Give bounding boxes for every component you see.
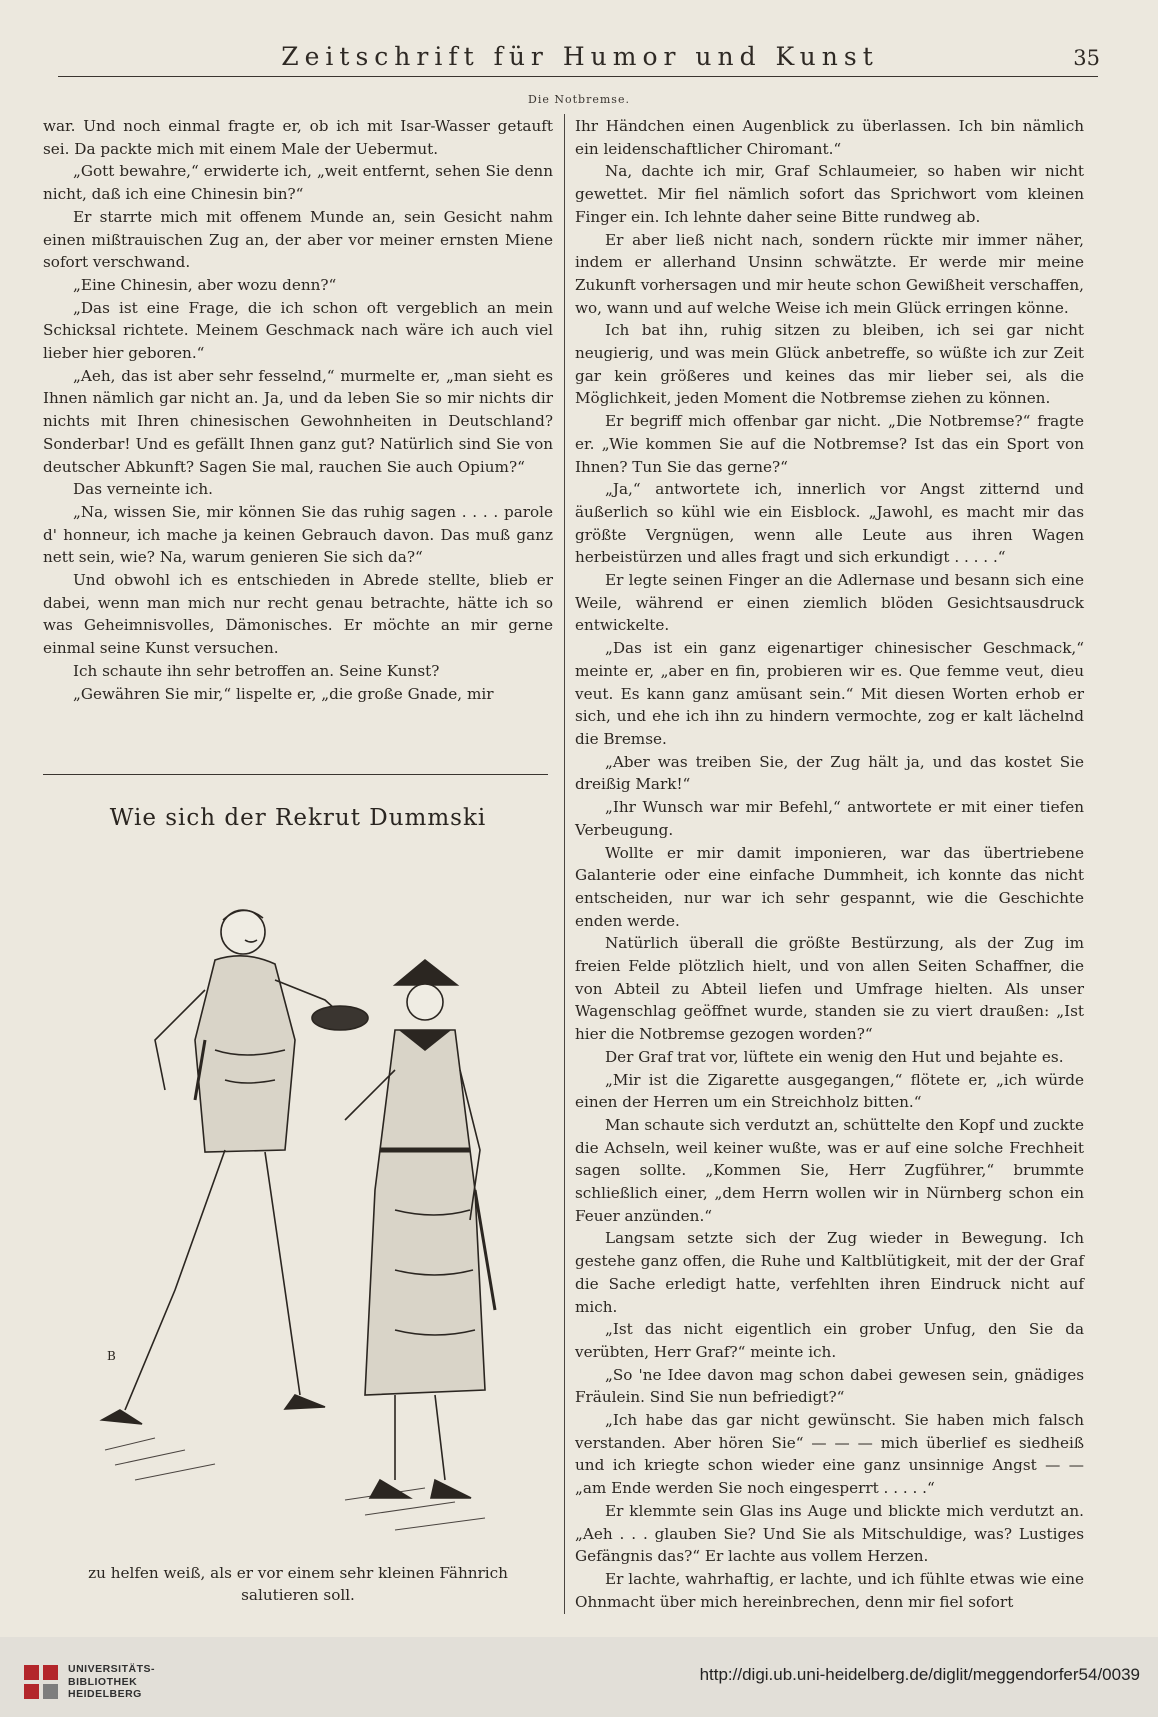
paragraph: Ihr Händchen einen Augenblick zu überlassen. Ich bin nämlich ein leidenschaftlicher Chiromant.“ (575, 117, 1084, 158)
left-column (43, 115, 553, 705)
caption-line: salutieren soll. (241, 1586, 355, 1604)
artist-signature: B (107, 1349, 116, 1363)
paragraph: „Eine Chinesin, aber wozu denn?“ (73, 275, 337, 294)
cartoon-caption (43, 1562, 553, 1606)
paragraph: Er lachte, wahrhaftig, er lachte, und ich fühlte etwas wie eine Ohnmacht über mich hereinbrechen, denn mir fiel sofort (575, 1570, 1084, 1611)
paragraph: „Das ist eine Frage, die ich schon oft vergeblich an mein Schicksal richtete. Meinem Geschmack nach wäre ich auch viel lieber hier geboren.“ (43, 298, 553, 363)
library-name-line: HEIDELBERG (68, 1688, 142, 1700)
paragraph: Das verneinte ich. (73, 480, 213, 499)
paragraph: „Gewähren Sie mir,“ lispelte er, „die große Gnade, mir (73, 684, 494, 703)
paragraph: Und obwohl ich es entschieden in Abrede stellte, blieb er dabei, wenn man mich nur recht genau betrachte, hätte ich so was Geheimnisvolles, Dämonisches. Er möchte an mir gerne einmal seine Kunst versuchen. (43, 571, 553, 658)
university-library-logo-icon[interactable] (22, 1663, 60, 1701)
source-url-link[interactable]: http://digi.ub.uni-heidelberg.de/diglit/meggendorfer54/0039 (699, 1665, 1140, 1684)
paragraph: Er aber ließ nicht nach, sondern rückte mir immer näher, indem er allerhand Unsinn schwätzte. Er werde mir meine Zukunft vorhersagen und mir heute schon Gewißheit verschaffen, wo, wann und auf welche Weise ich mein Glück erringen könne. (575, 230, 1084, 317)
paragraph: Ich bat ihn, ruhig sitzen zu bleiben, ich sei gar nicht neugierig, und was mein Glück anbetreffe, so wüßte ich zur Zeit gar kein größeres und keines das mir lieber sei, als die Möglichkeit, jeden Moment die Notbremse ziehen zu können. (575, 321, 1084, 408)
caption-line: zu helfen weiß, als er vor einem sehr kleinen Fähnrich (88, 1564, 508, 1582)
paragraph: „Ist das nicht eigentlich ein grober Unfug, den Sie da verübten, Herr Graf?“ meinte ich. (575, 1320, 1084, 1361)
paragraph: Er klemmte sein Glas ins Auge und blickte mich verdutzt an. „Aeh . . . glauben Sie? Und Sie als Mitschuldige, was? Lustiges Gefängnis das?“ Er lachte aus vollem Herzen. (575, 1501, 1084, 1566)
cartoon-illustration (95, 890, 505, 1540)
paragraph: Wollte er mir damit imponieren, war das übertriebene Galanterie oder eine einfache Dummheit, ich konnte das nicht entscheiden, nur war ich sehr gespannt, wie die Geschichte enden werde. (575, 843, 1084, 930)
library-name[interactable] (68, 1663, 155, 1701)
paragraph: „Aeh, das ist aber sehr fesselnd,“ murmelte er, „man sieht es Ihnen nämlich gar nicht an. Ja, und da leben Sie so mir nichts dir nichts mit Ihren chinesischen Gewohnheiten in Deutschland? Sonderbar! Und es gefällt Ihnen ganz gut? Natürlich sind Sie von deutscher Abkunft? Sagen Sie mal, rauchen Sie auch Opium?“ (43, 366, 553, 476)
footer-bar (0, 1637, 1158, 1717)
paragraph: „Ja,“ antwortete ich, innerlich vor Angst zitternd und äußerlich so kühl wie ein Eisblock. „Jawohl, es macht mir das größte Vergnügen, wenn alle Leute aus ihren Wagen herbeistürzen und alles fragt und sich erkundigt . . . . .“ (575, 480, 1084, 567)
paragraph: Natürlich überall die größte Bestürzung, als der Zug im freien Felde plötzlich hielt, und von allen Seiten Schaffner, die von Abteil zu Abteil liefen und Umfrage hielten. Als unser Wagenschlag geöffnet wurde, standen sie zu viert draußen: „Ist hier die Notbremse gezogen worden?“ (575, 934, 1084, 1044)
paragraph: Er starrte mich mit offenem Munde an, sein Gesicht nahm einen mißtrauischen Zug an, der aber vor meiner ernsten Miene sofort verschwand. (43, 207, 553, 272)
paragraph: Man schaute sich verdutzt an, schüttelte den Kopf und zuckte die Achseln, weil keiner wußte, was er auf eine solche Frechheit sagen sollte. „Kommen Sie, Herr Zugführer,“ brummte schließlich einer, „dem Herrn wollen wir in Nürnberg schon ein Feuer anzünden.“ (575, 1115, 1084, 1225)
journal-title: Zeitschrift für Humor und Kunst (281, 42, 879, 71)
paragraph: Er legte seinen Finger an die Adlernase und besann sich eine Weile, während er einen ziemlich blöden Gesichtsausdruck entwickelte. (575, 571, 1084, 635)
header-rule (58, 76, 1098, 77)
story-separator-rule (43, 774, 548, 775)
paragraph: Ich schaute ihn sehr betroffen an. Seine Kunst? (73, 661, 440, 680)
column-divider (564, 114, 565, 1614)
paragraph: „Gott bewahre,“ erwiderte ich, „weit entfernt, sehen Sie denn nicht, daß ich eine Chinesin bin?“ (43, 162, 553, 204)
paragraph: „Ich habe das gar nicht gewünscht. Sie haben mich falsch verstanden. Aber hören Sie“ — — — mich überlief es siedheiß und ich kriegte schon wieder eine ganz unsinnige Angst — — „am Ende werden Sie noch eingesperrt . . . . .“ (575, 1411, 1084, 1498)
library-name-line: BIBLIOTHEK (68, 1675, 138, 1688)
library-name-line: UNIVERSITÄTS- (68, 1663, 156, 1675)
running-header (60, 40, 1100, 76)
page-number: 35 (1073, 46, 1100, 70)
paragraph: Langsam setzte sich der Zug wieder in Bewegung. Ich gestehe ganz offen, die Ruhe und Kaltblütigkeit, mit der der Graf die Sache erledigt hatte, verfehlten ihren Eindruck nicht auf mich. (575, 1229, 1084, 1316)
section-title: Die Notbremse. (528, 93, 630, 106)
paragraph: „Na, wissen Sie, mir können Sie das ruhig sagen . . . . parole d' honneur, ich mache ja keinen Gebrauch davon. Das muß ganz nett sein, wie? Na, warum genieren Sie sich da?“ (43, 502, 553, 567)
right-column (575, 115, 1084, 1613)
paragraph: „So 'ne Idee davon mag schon dabei gewesen sein, gnädiges Fräulein. Sind Sie nun befriedigt?“ (575, 1365, 1084, 1407)
paragraph: „Aber was treiben Sie, der Zug hält ja, und das kostet Sie dreißig Mark!“ (575, 752, 1084, 794)
paragraph: war. Und noch einmal fragte er, ob ich mit Isar-Wasser getauft sei. Da packte mich mit einem Male der Uebermut. (43, 117, 553, 158)
cartoon-title: Wie sich der Rekrut Dummski (109, 805, 487, 831)
ground-shading (105, 1438, 485, 1530)
paragraph: „Mir ist die Zigarette ausgegangen,“ flötete er, „ich würde einen der Herren um ein Streichholz bitten.“ (575, 1070, 1084, 1112)
paragraph: „Ihr Wunsch war mir Befehl,“ antwortete er mit einer tiefen Verbeugung. (575, 798, 1084, 839)
paragraph: Der Graf trat vor, lüftete ein wenig den Hut und bejahte es. (605, 1047, 1064, 1066)
paragraph: „Das ist ein ganz eigenartiger chinesischer Geschmack,“ meinte er, „aber en fin, probieren wir es. Que femme veut, dieu veut. Es kann ganz amüsant sein.“ Mit diesen Worten erhob er sich, und ehe ich ihn zu hindern vermochte, zog er kalt lächelnd die Bremse. (575, 639, 1084, 748)
paragraph: Er begriff mich offenbar gar nicht. „Die Notbremse?“ fragte er. „Wie kommen Sie auf die Notbremse? Ist das ein Sport von Ihnen? Tun Sie das gerne?“ (575, 412, 1084, 476)
paragraph: Na, dachte ich mir, Graf Schlaumeier, so haben wir nicht gewettet. Mir fiel nämlich sofort das Sprichwort vom kleinen Finger ein. Ich lehnte daher seine Bitte rundweg ab. (575, 162, 1084, 226)
recruit-figure (102, 910, 368, 1424)
ensign-figure (345, 960, 495, 1498)
